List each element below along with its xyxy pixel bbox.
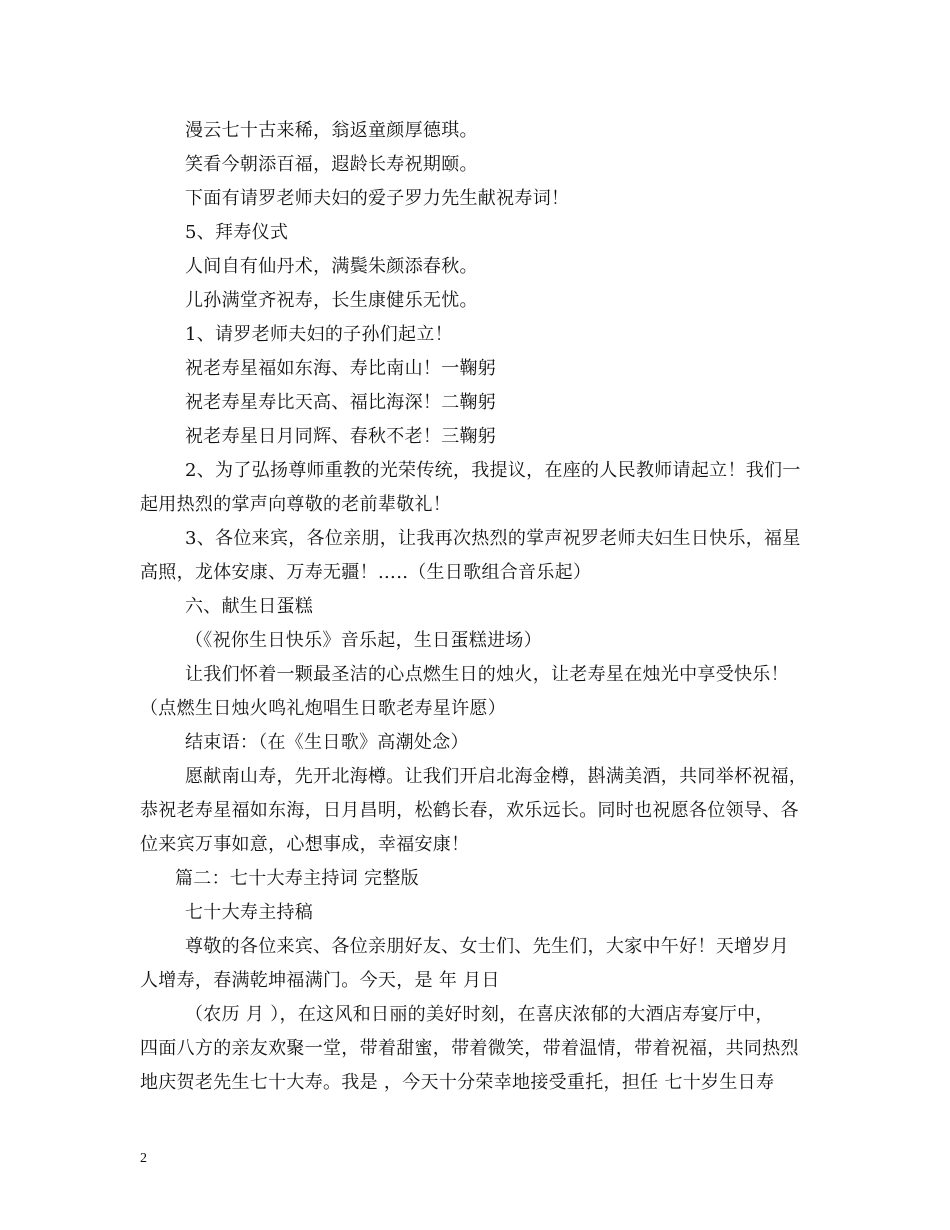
- text-line: （点燃生日烛火鸣礼炮唱生日歌老寿星许愿）: [140, 698, 506, 719]
- text-line: 儿孙满堂齐祝寿，长生康健乐无忧。: [185, 290, 478, 311]
- text-line: 尊敬的各位来宾、各位亲朋好友、女士们、先生们，大家中午好！天增岁月: [185, 936, 789, 957]
- text-line: 下面有请罗老师夫妇的爱子罗力先生献祝寿词！: [185, 188, 570, 209]
- text-line: 高照，龙体安康、万寿无疆！…..（生日歌组合音乐起）: [140, 562, 592, 583]
- text-line: 七十大寿主持稿: [185, 902, 314, 923]
- text-line: 1、请罗老师夫妇的子孙们起立！: [185, 324, 453, 345]
- text-line: 5、拜寿仪式: [185, 222, 289, 243]
- text-line: 祝老寿星日月同辉、春秋不老！三鞠躬: [185, 426, 497, 447]
- text-line: 愿献南山寿，先开北海樽。让我们开启北海金樽，斟满美酒，共同举杯祝福，: [185, 766, 808, 787]
- text-line: 人增寿，春满乾坤福满门。今天，是 年 月日: [140, 970, 500, 991]
- text-line: 起用热烈的掌声向尊敬的老前辈敬礼！: [140, 494, 452, 515]
- text-line: （农历 月 ），在这风和日丽的美好时刻，在喜庆浓郁的大酒店寿宴厅中，: [185, 1004, 774, 1025]
- page-number: 2: [140, 1151, 147, 1166]
- text-line: 漫云七十古来稀，翁返童颜厚德琪。: [185, 120, 478, 141]
- text-line: （《祝你生日快乐》音乐起，生日蛋糕进场）: [185, 630, 542, 651]
- text-line: 祝老寿星寿比天高、福比海深！二鞠躬: [185, 392, 497, 413]
- text-line: 位来宾万事如意，心想事成，幸福安康！: [140, 834, 470, 855]
- text-line: 四面八方的亲友欢聚一堂，带着甜蜜，带着微笑，带着温情，带着祝福，共同热烈: [140, 1038, 799, 1059]
- text-line: 六、献生日蛋糕: [185, 596, 314, 617]
- text-line: 地庆贺老先生七十大寿。我是 ，今天十分荣幸地接受重托，担任 七十岁生日寿: [140, 1072, 775, 1093]
- section-heading: 篇二：七十大寿主持词 完整版: [175, 868, 419, 889]
- text-line: 3、各位来宾，各位亲朋，让我再次热烈的掌声祝罗老师夫妇生日快乐，福星: [185, 528, 801, 549]
- text-line: 让我们怀着一颗最圣洁的心点燃生日的烛火，让老寿星在烛光中享受快乐！: [185, 664, 789, 685]
- text-line: 笑看今朝添百福，遐龄长寿祝期颐。: [185, 154, 478, 175]
- text-line: 祝老寿星福如东海、寿比南山！一鞠躬: [185, 358, 497, 379]
- text-line: 恭祝老寿星福如东海，日月昌明，松鹤长春，欢乐远长。同时也祝愿各位领导、各: [140, 800, 799, 821]
- text-line: 人间自有仙丹术，满鬓朱颜添春秋。: [185, 256, 478, 277]
- text-line: 2、为了弘扬尊师重教的光荣传统，我提议，在座的人民教师请起立！我们一: [185, 460, 801, 481]
- text-line: 结束语：（在《生日歌》高潮处念）: [185, 732, 469, 753]
